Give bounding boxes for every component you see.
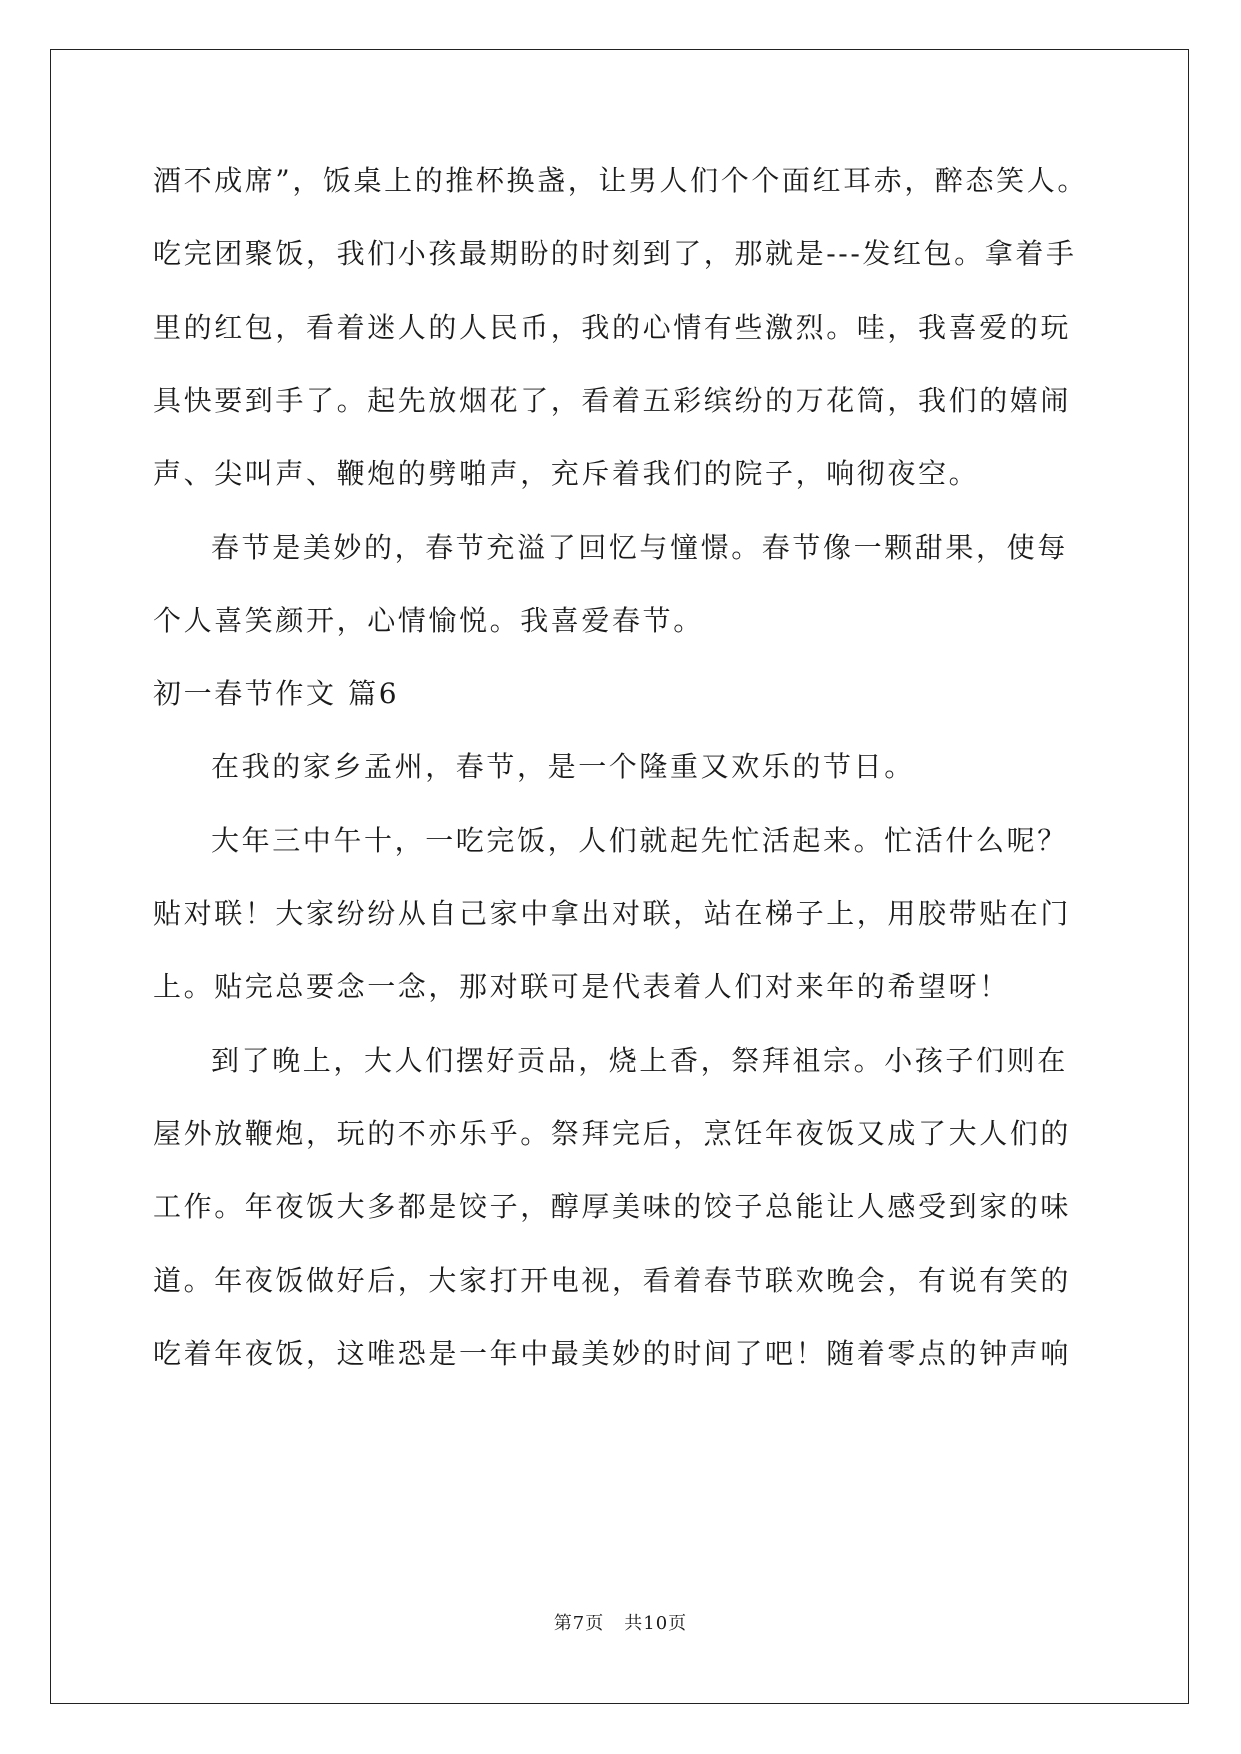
text-line: 里的红包，看着迷人的人民币，我的心情有些激烈。哇，我喜爱的玩	[153, 310, 1072, 344]
text-line: 到了晚上，大人们摆好贡品，烧上香，祭拜祖宗。小孩子们则在	[211, 1043, 1068, 1077]
page-total: 共10页	[624, 1613, 688, 1634]
text-line: 具快要到手了。起先放烟花了，看着五彩缤纷的万花筒，我们的嬉闹	[153, 383, 1072, 417]
page-border	[50, 49, 1189, 1704]
text-line: 上。贴完总要念一念，那对联可是代表着人们对来年的希望呀！	[153, 970, 1010, 1004]
text-line: 吃完团聚饭，我们小孩最期盼的时刻到了，那就是---发红包。拿着手	[153, 237, 1077, 271]
text-line: 声、尖叫声、鞭炮的劈啪声，充斥着我们的院子，响彻夜空。	[153, 457, 980, 491]
text-line: 大年三中午十，一吃完饭，人们就起先忙活起来。忙活什么呢？	[211, 823, 1068, 857]
text-line: 个人喜笑颜开，心情愉悦。我喜爱春节。	[153, 603, 704, 637]
text-line: 道。年夜饭做好后，大家打开电视，看着春节联欢晚会，有说有笑的	[153, 1263, 1072, 1297]
text-line: 贴对联！大家纷纷从自己家中拿出对联，站在梯子上，用胶带贴在门	[153, 897, 1072, 930]
text-line: 春节是美妙的，春节充溢了回忆与憧憬。春节像一颗甜果，使每	[211, 530, 1068, 564]
text-line: 屋外放鞭炮，玩的不亦乐乎。祭拜完后，烹饪年夜饭又成了大人们的	[153, 1116, 1072, 1150]
section-heading: 初一春节作文 篇6	[153, 677, 400, 711]
text-line: 在我的家乡孟州，春节，是一个隆重又欢乐的节日。	[211, 750, 915, 784]
page-number: 第7页	[553, 1613, 605, 1634]
text-line: 吃着年夜饭，这唯恐是一年中最美妙的时间了吧！随着零点的钟声响	[153, 1336, 1072, 1370]
page-footer	[0, 1612, 1241, 1636]
text-line: 工作。年夜饭大多都是饺子，醇厚美味的饺子总能让人感受到家的味	[153, 1190, 1072, 1224]
text-line: 酒不成席”，饭桌上的推杯换盏，让男人们个个面红耳赤，醉态笑人。	[153, 164, 1088, 197]
